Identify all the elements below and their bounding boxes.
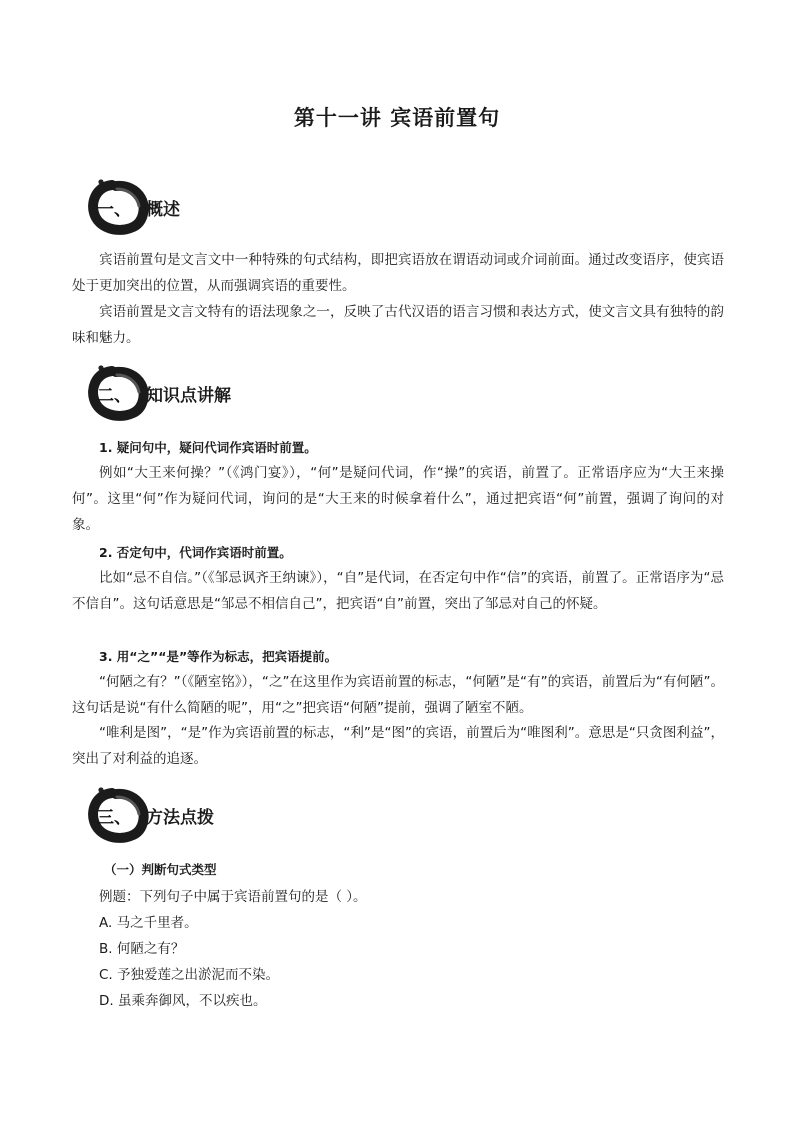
- paragraph: 宾语前置句是文言文中一种特殊的句式结构，即把宾语放在谓语动词或介词前面。通过改变语序，使宾语处于更加突出的位置，从而强调宾语的重要性。: [72, 252, 724, 294]
- point-heading: 1. 疑问句中，疑问代词作宾语时前置。: [99, 440, 317, 455]
- point-heading: 2. 否定句中，代词作宾语时前置。: [99, 545, 292, 560]
- paragraph: “何陋之有？”（《陋室铭》），“之”在这里作为宾语前置的标志，“何陋”是“有”的宾语，前置后为“有何陋”。这句话是说“有什么简陋的呢”，用“之”把宾语“何陋”提前，强调了陋室不陋。: [72, 674, 724, 716]
- paragraph: 比如“忌不自信。”（《邹忌讽齐王纳谏》），“自”是代词，在否定句中作“信”的宾语，前置了。正常语序为“忌不信自”。这句话意思是“邹忌不相信自己”，把宾语“自”前置，突出了邹忌对自己的怀疑。: [72, 570, 724, 612]
- sub-heading: （一）判断句式类型: [104, 862, 217, 877]
- brush-circle-icon: [88, 786, 150, 844]
- section-title: 知识点讲解: [146, 386, 231, 406]
- option-b: B. 何陋之有？: [99, 941, 185, 957]
- paragraph: 宾语前置是文言文特有的语法现象之一，反映了古代汉语的语言习惯和表达方式，使文言文具有独特的韵味和魅力。: [72, 304, 724, 346]
- section-number: 三、: [97, 808, 131, 828]
- example-question: 例题：下列句子中属于宾语前置句的是（ ）。: [99, 889, 367, 905]
- brush-circle-icon: [88, 178, 150, 236]
- option-c: C. 予独爱莲之出淤泥而不染。: [99, 967, 280, 983]
- option-d: D. 虽乘奔御风，不以疾也。: [99, 993, 267, 1009]
- paragraph: “唯利是图”，“是”作为宾语前置的标志，“利”是“图”的宾语，前置后为“唯图利”。意思是“只贪图利益”，突出了对利益的追逐。: [72, 725, 724, 767]
- paragraph: 例如“大王来何操？”（《鸿门宴》），“何”是疑问代词，作“操”的宾语，前置了。正常语序应为“大王来操何”。这里“何”作为疑问代词，询问的是“大王来的时候拿着什么”，通过把宾语“何”前置，强调了询问的对象。: [72, 465, 724, 533]
- section-title: 方法点拨: [146, 808, 214, 828]
- brush-circle-icon: [88, 364, 150, 422]
- point-heading: 3. 用“之”“是”等作为标志，把宾语提前。: [99, 649, 338, 664]
- page-title: 第十一讲 宾语前置句: [293, 106, 501, 130]
- section-title: 概述: [146, 200, 180, 220]
- section-number: 一、: [97, 200, 131, 220]
- option-a: A. 马之千里者。: [99, 915, 198, 931]
- section-number: 二、: [97, 386, 131, 406]
